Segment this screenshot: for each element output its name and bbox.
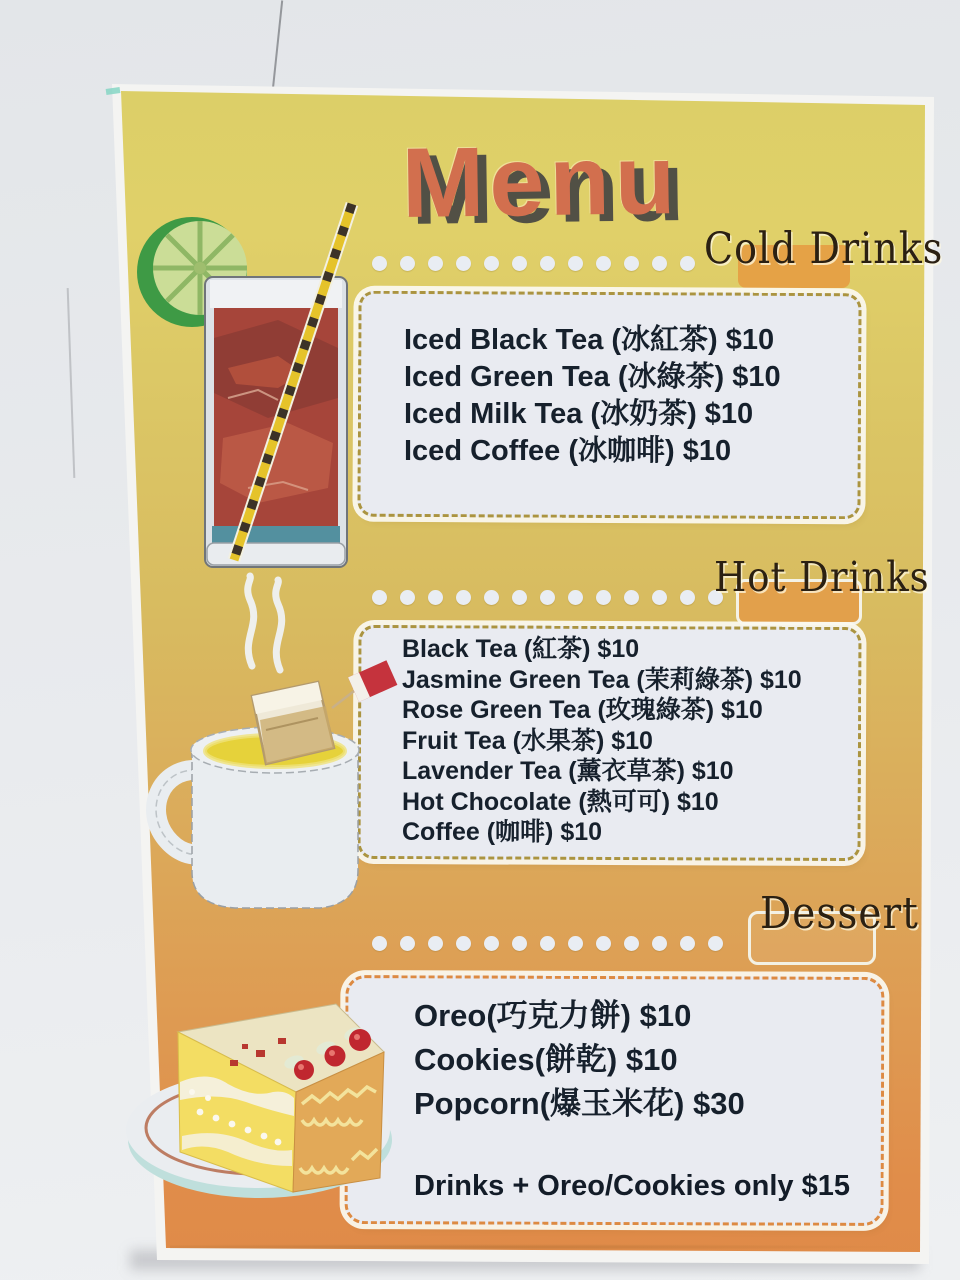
dot — [652, 590, 667, 605]
menu-item: Lavender Tea (薰衣草茶) $10 — [402, 757, 734, 785]
dot — [624, 590, 639, 605]
dot — [400, 590, 415, 605]
menu-item: Cookies(餅乾) $10 — [414, 1042, 678, 1077]
section-label-cold-drinks: Cold Drinks — [704, 224, 944, 274]
menu-item: Iced Coffee (冰咖啡) $10 — [404, 435, 732, 467]
dot — [372, 590, 387, 605]
dot — [428, 936, 443, 951]
dot — [540, 256, 555, 271]
wall-wire-line — [272, 0, 283, 88]
dot — [512, 256, 527, 271]
dot — [568, 936, 583, 951]
menu-item: Iced Black Tea (冰紅茶) $10 — [404, 324, 775, 356]
dot — [372, 936, 387, 951]
menu-item: Fruit Tea (水果茶) $10 — [402, 726, 653, 755]
menu-item: Coffee (咖啡) $10 — [402, 818, 603, 846]
dot — [568, 590, 583, 605]
menu-item: Iced Green Tea (冰綠茶) $10 — [404, 361, 781, 393]
dot — [652, 936, 667, 951]
dot — [680, 590, 695, 605]
section-label-hot-drinks: Hot Drinks — [714, 553, 930, 602]
dot — [428, 256, 443, 271]
menu-title: Menu — [400, 123, 681, 238]
dot — [596, 936, 611, 951]
dot — [484, 256, 499, 271]
dot — [568, 256, 583, 271]
menu-item: Popcorn(爆玉米花) $30 — [414, 1086, 745, 1121]
dot — [624, 256, 639, 271]
dot — [540, 590, 555, 605]
dot — [456, 256, 471, 271]
dot — [428, 590, 443, 605]
dot-divider-cold — [372, 256, 695, 271]
dot — [680, 936, 695, 951]
dot — [652, 256, 667, 271]
dot — [512, 590, 527, 605]
dot — [680, 256, 695, 271]
menu-item: Rose Green Tea (玫瑰綠茶) $10 — [402, 696, 763, 724]
dot — [400, 936, 415, 951]
dot-divider-hot — [372, 590, 723, 605]
dot — [512, 936, 527, 951]
dot — [540, 936, 555, 951]
dot — [624, 936, 639, 951]
dot — [484, 590, 499, 605]
menu-item: Oreo(巧克力餅) $10 — [414, 998, 692, 1033]
menu-item: Jasmine Green Tea (茉莉綠茶) $10 — [402, 665, 802, 694]
hot-drinks-list — [402, 634, 802, 848]
paper-wrinkle — [170, 1244, 910, 1250]
cold-drinks-list — [404, 322, 781, 470]
dot — [372, 256, 387, 271]
dot — [456, 936, 471, 951]
dot — [596, 256, 611, 271]
menu-item: Hot Chocolate (熱可可) $10 — [402, 787, 719, 816]
wall-crack-line — [67, 288, 76, 478]
combo-offer-note: Drinks + Oreo/Cookies only $15 — [414, 1170, 850, 1202]
dot — [596, 590, 611, 605]
dot — [456, 590, 471, 605]
menu-item: Black Tea (紅茶) $10 — [402, 635, 640, 663]
dot — [484, 936, 499, 951]
dot — [400, 256, 415, 271]
dot — [708, 936, 723, 951]
dot-divider-dessert — [372, 936, 723, 951]
menu-item: Iced Milk Tea (冰奶茶) $10 — [404, 398, 754, 430]
section-label-dessert: Dessert — [760, 889, 919, 940]
dessert-list — [414, 994, 745, 1126]
